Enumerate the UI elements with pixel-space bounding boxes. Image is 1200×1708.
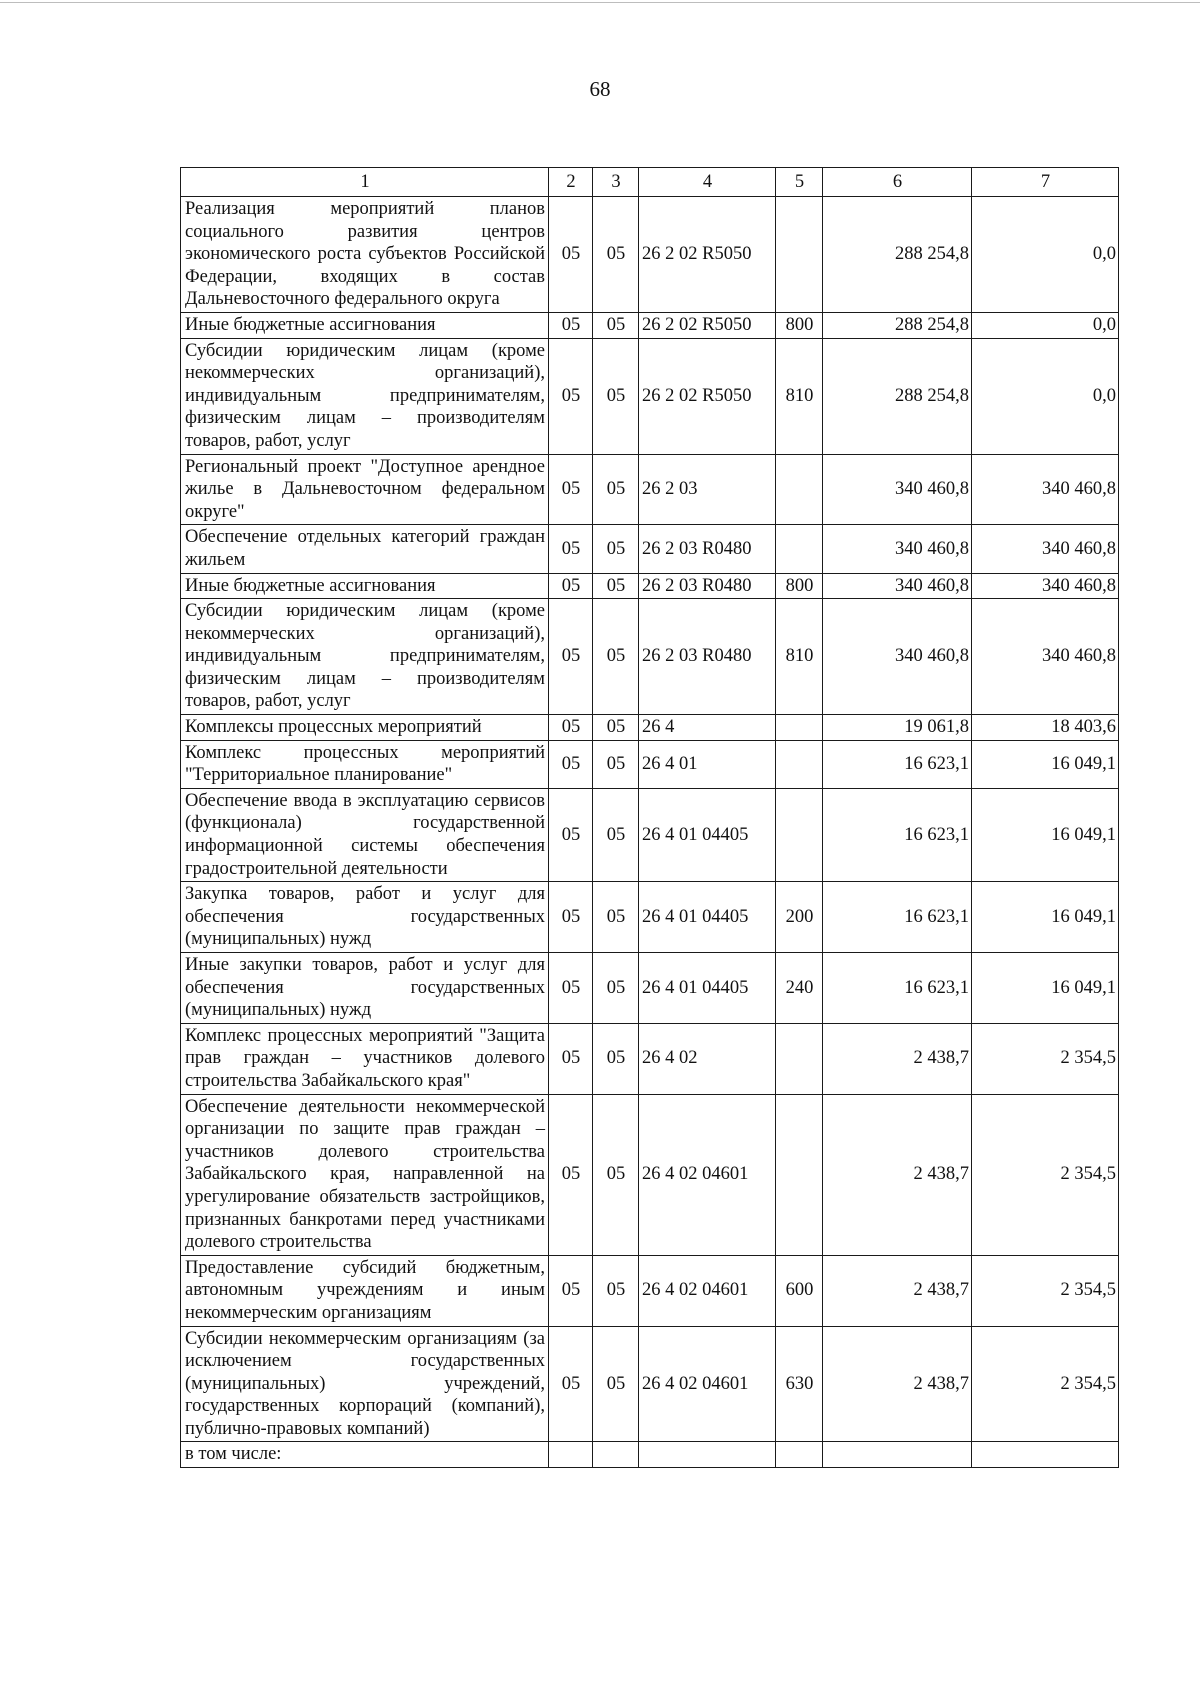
section-code-cell: 05 (549, 1094, 593, 1255)
target-article-cell: 26 2 02 R5050 (639, 312, 776, 338)
section-code-cell: 05 (549, 1326, 593, 1442)
subsection-code-cell: 05 (593, 788, 639, 881)
section-code-cell: 05 (549, 953, 593, 1024)
table-row (181, 197, 1119, 313)
row-name-cell: Субсидии юридическим лицам (кроме некоммерческих организаций), индивидуальным предпринимателям, физическим лицам – производителям товаров, работ, услуг (181, 599, 549, 715)
table-row (181, 312, 1119, 338)
subsection-code-cell: 05 (593, 740, 639, 788)
row-name-cell: Региональный проект "Доступное арендное жилье в Дальневосточном федеральном округе" (181, 454, 549, 525)
section-code-cell: 05 (549, 882, 593, 953)
subsection-code-cell: 05 (593, 312, 639, 338)
amount-col6-cell: 16 623,1 (823, 740, 972, 788)
amount-col7-cell: 2 354,5 (972, 1326, 1119, 1442)
section-code-cell: 05 (549, 338, 593, 454)
subsection-code-cell: 05 (593, 882, 639, 953)
section-code-cell: 05 (549, 573, 593, 599)
table-row (181, 1255, 1119, 1326)
expense-type-cell (776, 1094, 823, 1255)
subsection-code-cell: 05 (593, 454, 639, 525)
section-code-cell (549, 1442, 593, 1468)
section-code-cell: 05 (549, 740, 593, 788)
expense-type-cell: 600 (776, 1255, 823, 1326)
amount-col7-cell: 0,0 (972, 338, 1119, 454)
amount-col7-cell: 16 049,1 (972, 953, 1119, 1024)
table-row (181, 740, 1119, 788)
target-article-cell: 26 2 03 R0480 (639, 525, 776, 573)
amount-col7-cell: 340 460,8 (972, 525, 1119, 573)
table-row (181, 953, 1119, 1024)
target-article-cell (639, 1442, 776, 1468)
target-article-cell: 26 2 03 (639, 454, 776, 525)
header-cell-6: 6 (823, 168, 972, 197)
subsection-code-cell: 05 (593, 599, 639, 715)
table-row (181, 454, 1119, 525)
amount-col6-cell: 340 460,8 (823, 454, 972, 525)
expense-type-cell (776, 197, 823, 313)
table-row (181, 525, 1119, 573)
section-code-cell: 05 (549, 1023, 593, 1094)
row-name-cell: Иные бюджетные ассигнования (181, 573, 549, 599)
expense-type-cell: 240 (776, 953, 823, 1024)
expense-type-cell (776, 788, 823, 881)
table-row (181, 715, 1119, 741)
header-cell-7: 7 (972, 168, 1119, 197)
table-header-row (181, 168, 1119, 197)
section-code-cell: 05 (549, 788, 593, 881)
target-article-cell: 26 4 01 04405 (639, 788, 776, 881)
expense-type-cell: 810 (776, 599, 823, 715)
amount-col6-cell: 16 623,1 (823, 882, 972, 953)
budget-table (180, 167, 1119, 1468)
amount-col7-cell: 18 403,6 (972, 715, 1119, 741)
row-name-cell: Комплексы процессных мероприятий (181, 715, 549, 741)
subsection-code-cell: 05 (593, 573, 639, 599)
subsection-code-cell: 05 (593, 197, 639, 313)
amount-col6-cell: 340 460,8 (823, 599, 972, 715)
table-row (181, 1442, 1119, 1468)
subsection-code-cell (593, 1442, 639, 1468)
amount-col6-cell: 288 254,8 (823, 197, 972, 313)
table-row (181, 788, 1119, 881)
subsection-code-cell: 05 (593, 953, 639, 1024)
table-row (181, 1023, 1119, 1094)
target-article-cell: 26 4 01 (639, 740, 776, 788)
target-article-cell: 26 4 01 04405 (639, 882, 776, 953)
target-article-cell: 26 4 02 04601 (639, 1255, 776, 1326)
amount-col7-cell: 16 049,1 (972, 740, 1119, 788)
target-article-cell: 26 4 02 (639, 1023, 776, 1094)
section-code-cell: 05 (549, 197, 593, 313)
expense-type-cell: 800 (776, 573, 823, 599)
amount-col6-cell: 2 438,7 (823, 1255, 972, 1326)
amount-col7-cell: 2 354,5 (972, 1255, 1119, 1326)
amount-col7-cell: 16 049,1 (972, 882, 1119, 953)
table-row (181, 882, 1119, 953)
amount-col6-cell: 340 460,8 (823, 525, 972, 573)
subsection-code-cell: 05 (593, 525, 639, 573)
amount-col6-cell: 16 623,1 (823, 953, 972, 1024)
header-cell-2: 2 (549, 168, 593, 197)
target-article-cell: 26 4 02 04601 (639, 1094, 776, 1255)
row-name-cell: Обеспечение деятельности некоммерческой организации по защите прав граждан – участников долевого строительства Забайкальского края, направленной на урегулирование обязательств застройщиков, признанных банкротами перед участниками долевого строительства (181, 1094, 549, 1255)
expense-type-cell (776, 715, 823, 741)
target-article-cell: 26 4 (639, 715, 776, 741)
amount-col6-cell: 340 460,8 (823, 573, 972, 599)
target-article-cell: 26 2 02 R5050 (639, 197, 776, 313)
page-number: 68 (589, 77, 611, 101)
amount-col6-cell: 19 061,8 (823, 715, 972, 741)
amount-col7-cell: 2 354,5 (972, 1023, 1119, 1094)
expense-type-cell (776, 1023, 823, 1094)
amount-col7-cell: 0,0 (972, 197, 1119, 313)
expense-type-cell: 810 (776, 338, 823, 454)
amount-col6-cell: 16 623,1 (823, 788, 972, 881)
amount-col6-cell: 2 438,7 (823, 1023, 972, 1094)
target-article-cell: 26 2 03 R0480 (639, 599, 776, 715)
amount-col6-cell (823, 1442, 972, 1468)
target-article-cell: 26 2 03 R0480 (639, 573, 776, 599)
subsection-code-cell: 05 (593, 1094, 639, 1255)
row-name-cell: Иные бюджетные ассигнования (181, 312, 549, 338)
row-name-cell: Субсидии некоммерческим организациям (за исключением государственных (муниципальных) учреждений, государственных корпораций (компаний), публично-правовых компаний) (181, 1326, 549, 1442)
expense-type-cell: 200 (776, 882, 823, 953)
subsection-code-cell: 05 (593, 338, 639, 454)
amount-col7-cell: 2 354,5 (972, 1094, 1119, 1255)
table-row (181, 573, 1119, 599)
expense-type-cell: 630 (776, 1326, 823, 1442)
section-code-cell: 05 (549, 599, 593, 715)
target-article-cell: 26 2 02 R5050 (639, 338, 776, 454)
row-name-cell: Обеспечение ввода в эксплуатацию сервисов (функционала) государственной информационной системы обеспечения градостроительной деятельности (181, 788, 549, 881)
table-row (181, 1326, 1119, 1442)
row-name-cell: Закупка товаров, работ и услуг для обеспечения государственных (муниципальных) нужд (181, 882, 549, 953)
amount-col7-cell: 16 049,1 (972, 788, 1119, 881)
subsection-code-cell: 05 (593, 1023, 639, 1094)
top-border-line (0, 2, 1200, 3)
amount-col7-cell: 340 460,8 (972, 599, 1119, 715)
header-cell-1: 1 (181, 168, 549, 197)
table-row (181, 599, 1119, 715)
amount-col6-cell: 2 438,7 (823, 1326, 972, 1442)
header-cell-4: 4 (639, 168, 776, 197)
section-code-cell: 05 (549, 715, 593, 741)
row-name-cell: Комплекс процессных мероприятий "Территориальное планирование" (181, 740, 549, 788)
section-code-cell: 05 (549, 525, 593, 573)
row-name-cell: Реализация мероприятий планов социального развития центров экономического роста субъектов Российской Федерации, входящих в состав Дальневосточного федерального округа (181, 197, 549, 313)
row-name-cell: в том числе: (181, 1442, 549, 1468)
amount-col6-cell: 2 438,7 (823, 1094, 972, 1255)
amount-col7-cell: 340 460,8 (972, 454, 1119, 525)
section-code-cell: 05 (549, 312, 593, 338)
amount-col7-cell: 0,0 (972, 312, 1119, 338)
amount-col7-cell: 340 460,8 (972, 573, 1119, 599)
expense-type-cell (776, 454, 823, 525)
header-cell-3: 3 (593, 168, 639, 197)
section-code-cell: 05 (549, 1255, 593, 1326)
table-row (181, 1094, 1119, 1255)
expense-type-cell (776, 740, 823, 788)
header-cell-5: 5 (776, 168, 823, 197)
amount-col7-cell (972, 1442, 1119, 1468)
table-row (181, 338, 1119, 454)
row-name-cell: Предоставление субсидий бюджетным, автономным учреждениям и иным некоммерческим организациям (181, 1255, 549, 1326)
subsection-code-cell: 05 (593, 1255, 639, 1326)
subsection-code-cell: 05 (593, 715, 639, 741)
subsection-code-cell: 05 (593, 1326, 639, 1442)
row-name-cell: Комплекс процессных мероприятий "Защита прав граждан – участников долевого строительства Забайкальского края" (181, 1023, 549, 1094)
expense-type-cell (776, 525, 823, 573)
row-name-cell: Обеспечение отдельных категорий граждан жильем (181, 525, 549, 573)
expense-type-cell (776, 1442, 823, 1468)
row-name-cell: Иные закупки товаров, работ и услуг для обеспечения государственных (муниципальных) нужд (181, 953, 549, 1024)
target-article-cell: 26 4 01 04405 (639, 953, 776, 1024)
amount-col6-cell: 288 254,8 (823, 312, 972, 338)
expense-type-cell: 800 (776, 312, 823, 338)
amount-col6-cell: 288 254,8 (823, 338, 972, 454)
row-name-cell: Субсидии юридическим лицам (кроме некоммерческих организаций), индивидуальным предпринимателям, физическим лицам – производителям товаров, работ, услуг (181, 338, 549, 454)
target-article-cell: 26 4 02 04601 (639, 1326, 776, 1442)
section-code-cell: 05 (549, 454, 593, 525)
